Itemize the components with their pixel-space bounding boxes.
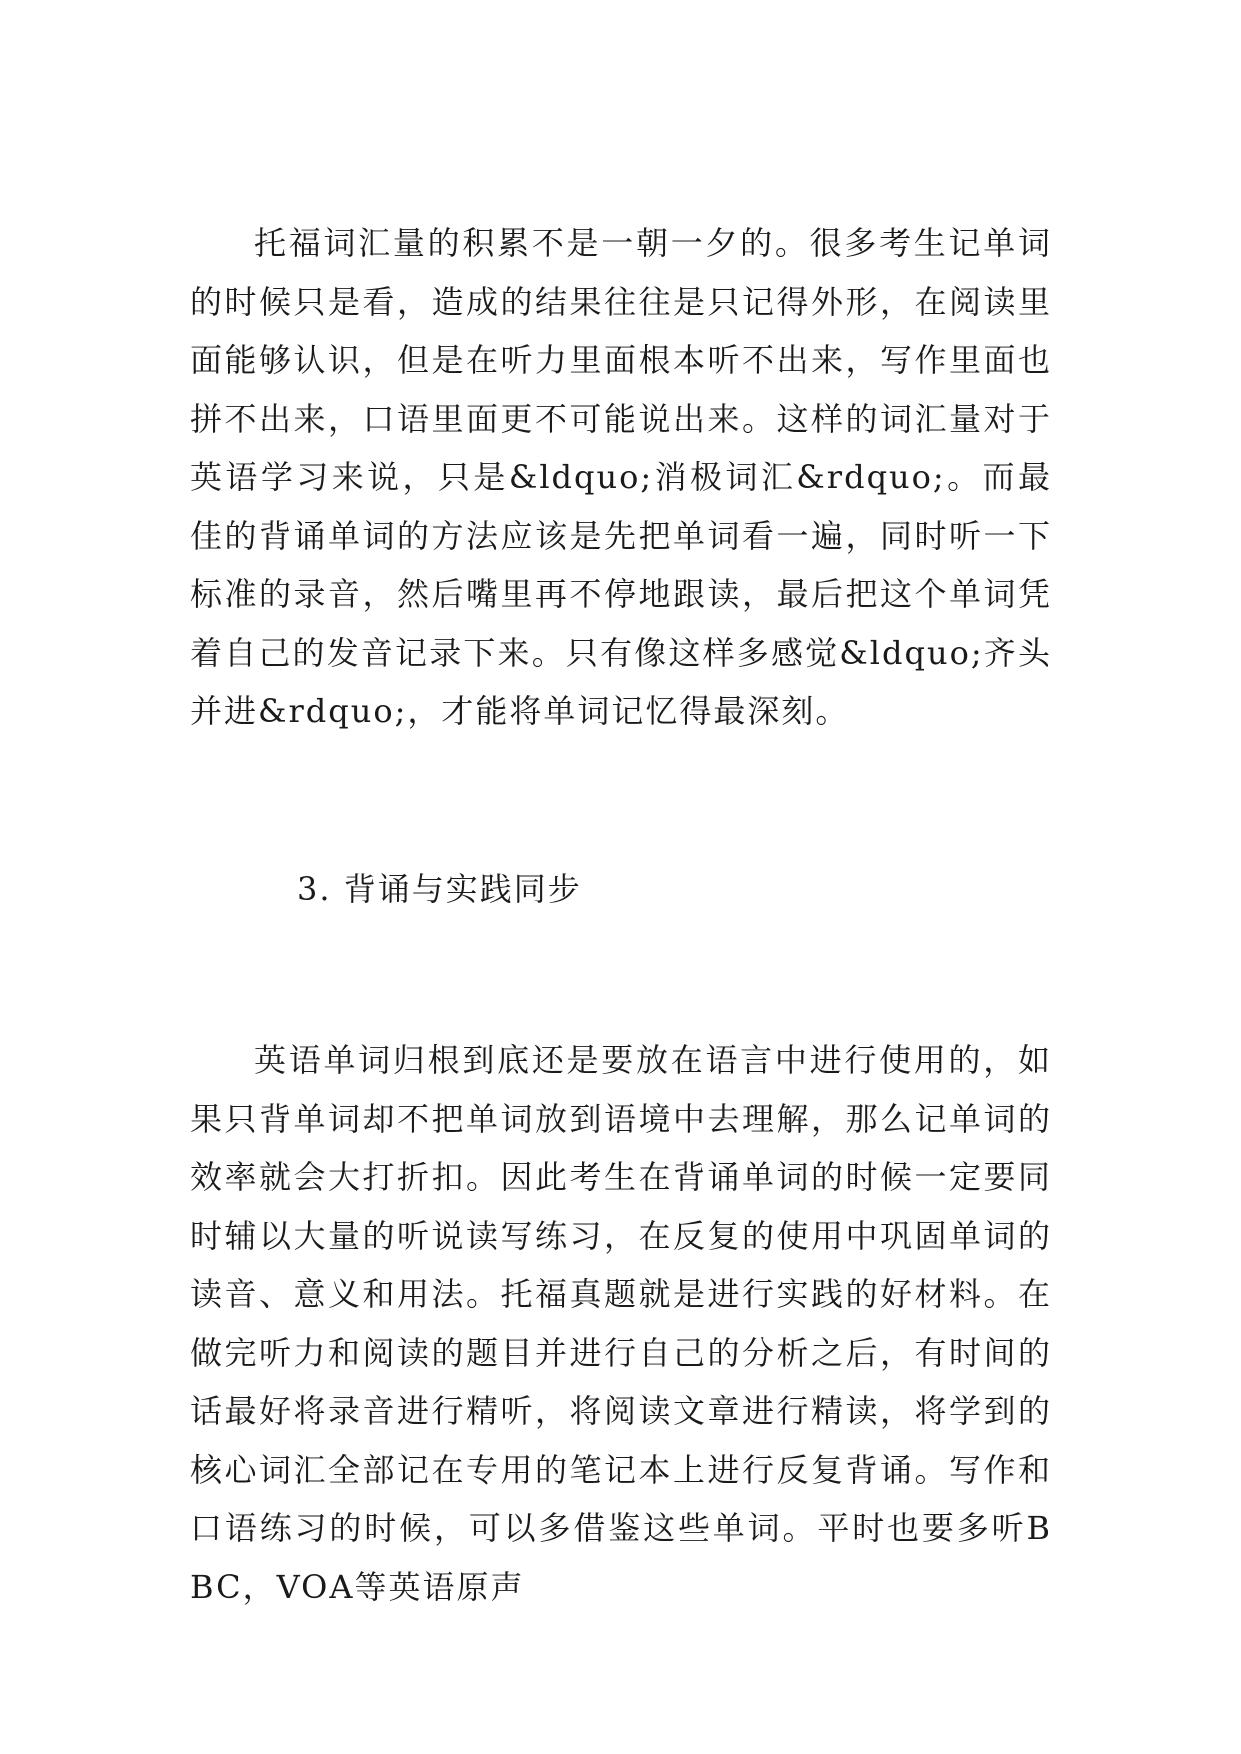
body-paragraph-practice: 英语单词归根到底还是要放在语言中进行使用的，如果只背单词却不把单词放到语境中去理解，那么记单词的效率就会大打折扣。因此考生在背诵单词的时候一定要同时辅以大量的听说读写练习，在反复的使用中巩固单词的读音、意义和用法。托福真题就是进行实践的好材料。在做完听力和阅读的题目并进行自己的分析之后，有时间的话最好将录音进行精听，将阅读文章进行精读，将学到的核心词汇全部记在专用的笔记本上进行反复背诵。写作和口语练习的时候，可以多借鉴这些单词。平时也要多听BBC，VOA等英语原声 xyxy=(190,1041,1052,1606)
section-heading: 3. 背诵与实践同步 xyxy=(297,870,582,908)
body-paragraph-vocabulary-accumulation: 托福词汇量的积累不是一朝一夕的。很多考生记单词的时候只是看，造成的结果往往是只记得外形，在阅读里面能够认识，但是在听力里面根本听不出来，写作里面也拼不出来，口语里面更不可能说出来。这样的词汇量对于英语学习来说，只是&ldquo;消极词汇&rdquo;。而最佳的背诵单词的方法应该是先把单词看一遍，同时听一下标准的录音，然后嘴里再不停地跟读，最后把这个单词凭着自己的发音记录下来。只有像这样多感觉&ldquo;齐头并进&rdquo;，才能将单词记忆得最深刻。 xyxy=(190,224,1052,730)
